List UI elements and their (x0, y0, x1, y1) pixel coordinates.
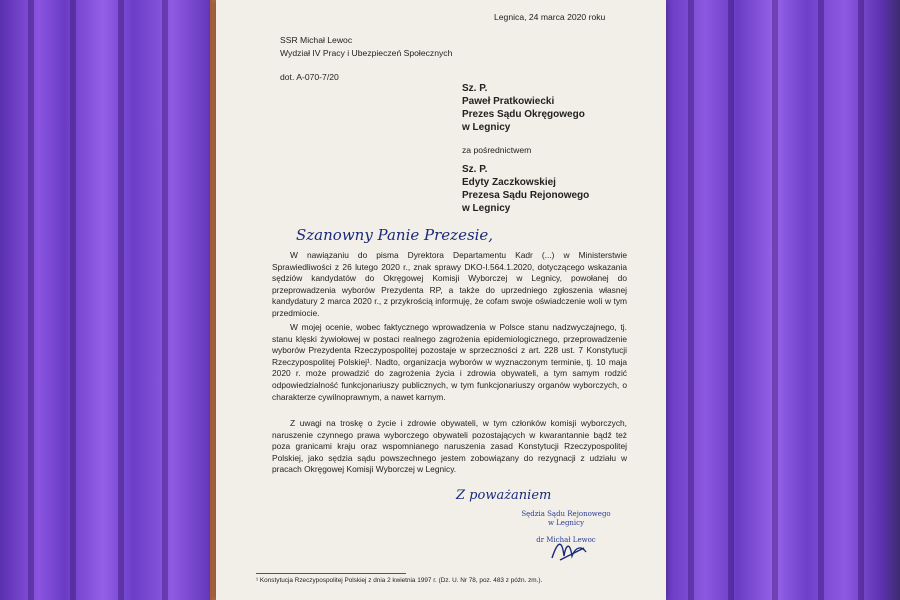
recipient2-line1: Sz. P. (462, 164, 488, 175)
recipient1-line3: Prezes Sądu Okręgowego (462, 109, 585, 120)
reference-number: dot. A-070-7/20 (280, 72, 339, 82)
sender-name: SSR Michał Lewoc (280, 35, 353, 45)
recipient2-line3: Prezesa Sądu Rejonowego (462, 190, 590, 201)
sender-department: Wydział IV Pracy i Ubezpieczeń Społecznych (280, 48, 453, 58)
stamp-line3: dr Michał Lewoc (536, 536, 596, 544)
footnote-rule (256, 573, 406, 574)
recipient2-line4: w Legnicy (462, 203, 511, 214)
purple-fabric-left (0, 0, 215, 600)
paragraph-1: W nawiązaniu do pisma Dyrektora Departamentu Kadr (...) w Ministerstwie Sprawiedliwości z 26 lutego 2020 r., znak sprawy DKO-I.564.1.2020, dotyczącego wskazania sędziów kandydatów do Okręgowej Komisji Wyborczej w Legnicy, powołanej do przeprowadzenia wyborów Prezydenta RP, a także do uprzedniego zgłoszenia własnej kandydatury 2 marca 2020 r., z przykrością informuję, że cofam swoje oświadczenie woli w tym przedmiocie. (272, 250, 627, 318)
recipient1-line2: Paweł Pratkowiecki (462, 96, 555, 107)
footnote: ¹ Konstytucja Rzeczypospolitej Polskiej z dnia 2 kwietnia 1997 r. (Dz. U. Nr 78, poz. 483 z późn. zm.). (256, 577, 543, 584)
purple-fabric-right (668, 0, 900, 600)
signature (550, 538, 590, 564)
recipient1-line1: Sz. P. (462, 83, 488, 94)
place-date: Legnica, 24 marca 2020 roku (494, 12, 606, 22)
recipient1-line4: w Legnicy (462, 122, 511, 133)
recipient2-line2: Edyty Zaczkowskiej (462, 177, 556, 188)
handwritten-closing: Z poważaniem (456, 488, 552, 503)
handwritten-salutation: Szanowny Panie Prezesie, (296, 226, 494, 244)
stamp-line1: Sędzia Sądu Rejonowego (521, 510, 611, 518)
paragraph-3: Z uwagi na troskę o życie i zdrowie obywateli, w tym członków komisji wyborczych, naruszenie czynnego prawa wyborczego obywateli pozostających w kwarantannie bądź też poza granicami kraju oraz wspomnianego naruszenia zasad Konstytucji Rzeczypospolitej Polskiej, jako sędzia sądu powszechnego jestem zobowiązany do rezygnacji z udziału w pracach Okręgowej Komisji Wyborczej w Legnicy. (272, 418, 627, 475)
via-note: za pośrednictwem (462, 145, 532, 155)
paragraph-2: W mojej ocenie, wobec faktycznego wprowadzenia w Polsce stanu nadzwyczajnego, tj. stanu klęski żywiołowej w postaci realnego zagrożenia epidemiologicznego, przeprowadzenie wyborów Prezydenta Rzeczypospolitej pozostaje w sprzeczności z art. 228 ust. 7 Konstytucji Rzeczypospolitej Polskiej¹. Nadto, organizacja wyborów w wyznaczonym terminie, tj. 10 maja 2020 r. może prowadzić do zagrożenia życia i zdrowia obywateli, a tym samym rodzić odpowiedzialność funkcjonariuszy publicznych, w tym funkcjonariuszy organów wyborczych, o charakterze cywilnoprawnym, a nawet karnym. (272, 322, 627, 402)
letter-page (216, 0, 666, 600)
stamp-line2: w Legnicy (547, 519, 585, 527)
